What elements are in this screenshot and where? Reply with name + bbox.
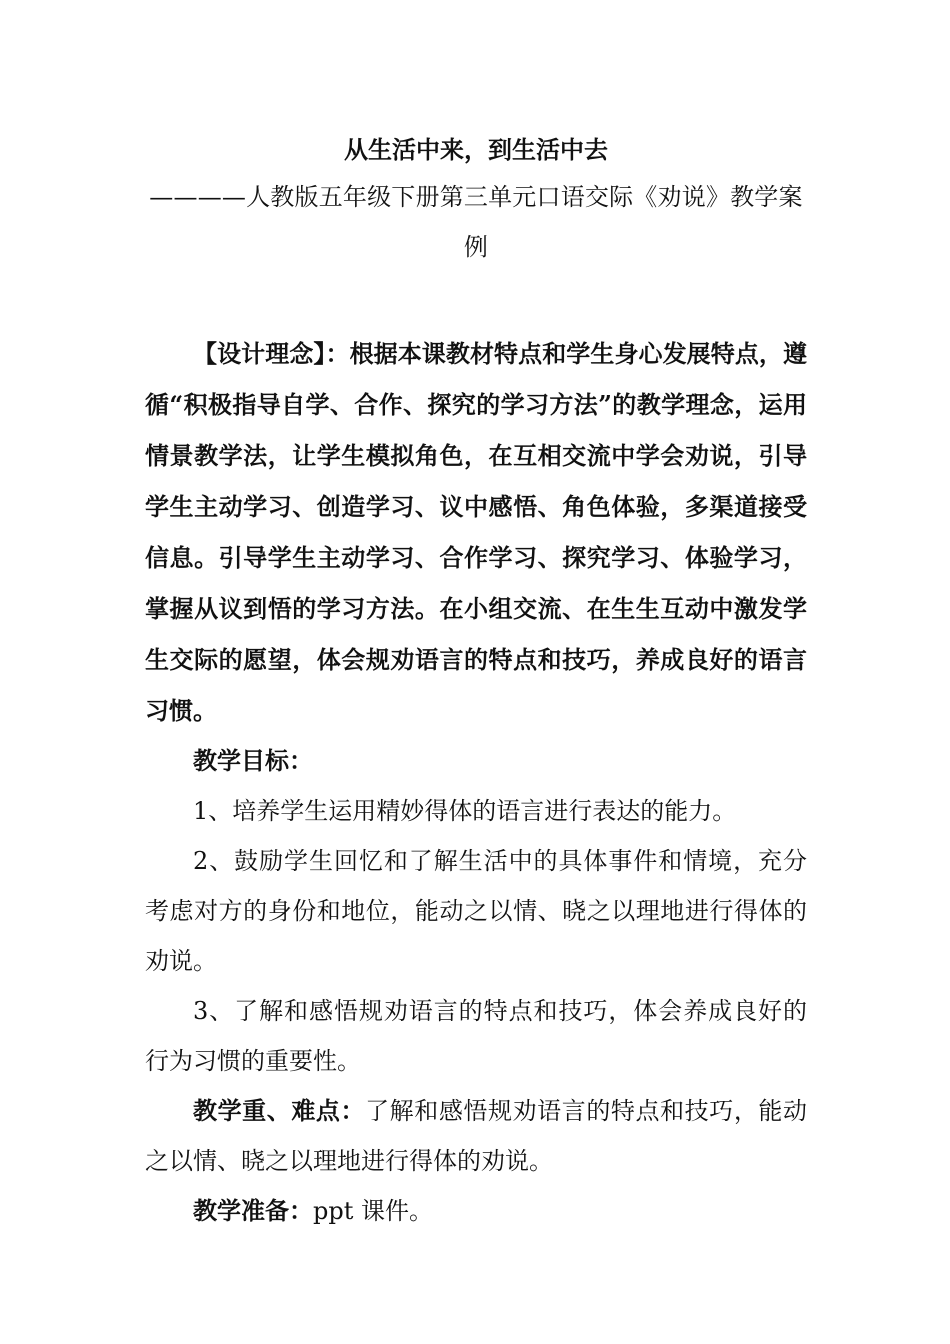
objectives-heading	[145, 736, 807, 786]
design-concept-label: 【设计理念】：	[193, 339, 350, 368]
document-title: 从生活中来，到生活中去	[344, 135, 608, 164]
preparation-text: ppt 课件。	[313, 1197, 433, 1225]
key-points-text: 了解和感悟规劝语言的特点和技巧，能动之以情、晓之以理地进行得体的劝说。	[145, 1097, 808, 1175]
preparation-paragraph	[145, 1186, 807, 1236]
spacer	[145, 272, 807, 328]
objectives-label: 教学目标：	[193, 746, 313, 775]
objective-item: 2、鼓励学生回忆和了解生活中的具体事件和情境，充分考虑对方的身份和地位，能动之以情、晓之以理地进行得体的劝说。	[145, 847, 807, 975]
objective-item: 1、培养学生运用精妙得体的语言进行表达的能力。	[193, 797, 737, 825]
key-points-paragraph	[145, 1086, 807, 1186]
document-subtitle: ————人教版五年级下册第三单元口语交际《劝说》教学案例	[149, 183, 803, 261]
objective-item: 3、了解和感悟规劝语言的特点和技巧，体会养成良好的行为习惯的重要性。	[145, 997, 807, 1075]
design-concept-paragraph	[145, 328, 807, 736]
document-page	[145, 128, 807, 1236]
preparation-label: 教学准备：	[193, 1196, 313, 1225]
design-concept-text: 根据本课教材特点和学生身心发展特点，遵循“积极指导自学、合作、探究的学习方法”的教学理念，运用情景教学法，让学生模拟角色，在互相交流中学会劝说，引导学生主动学习、创造学习、议中感悟、角色体验，多渠道接受信息。引导学生主动学习、合作学习、探究学习、体验学习，掌握从议到悟的学习方法。在小组交流、在生生互动中激发学生交际的愿望，体会规劝语言的特点和技巧，养成良好的语言习惯。	[145, 339, 808, 725]
key-points-label: 教学重、难点：	[193, 1096, 366, 1125]
